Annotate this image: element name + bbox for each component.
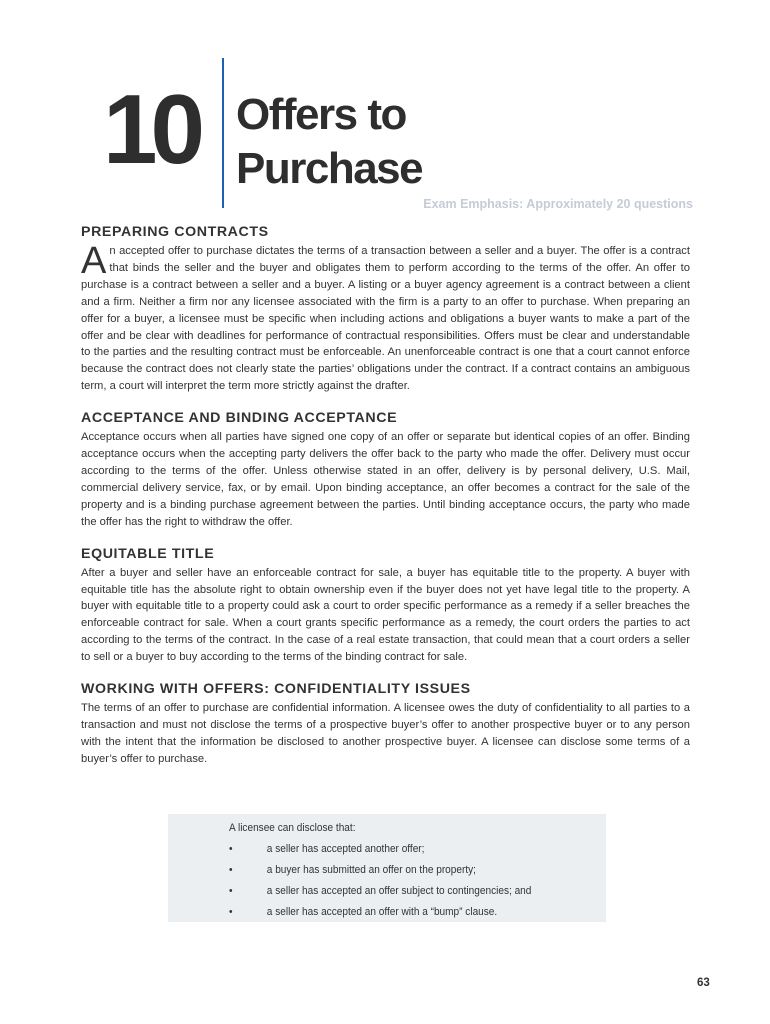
chapter-content (81, 223, 690, 768)
section-preparing-contracts (81, 223, 690, 395)
list-item (229, 860, 531, 881)
section-equitable-title (81, 545, 690, 666)
list-item-text: a seller has accepted an offer with a “bump” clause. (266, 906, 498, 918)
bullet-icon: • (229, 843, 233, 855)
section-heading: ACCEPTANCE AND BINDING ACCEPTANCE (81, 410, 398, 427)
bullet-icon: • (229, 864, 233, 876)
list-item (229, 881, 531, 902)
section-confidentiality (81, 680, 690, 768)
section-body (81, 240, 690, 395)
callout-content (229, 818, 531, 923)
section-body-text: n accepted offer to purchase dictates the terms of a transaction between a seller and a buyer. The offer is a contract that binds the seller and the buyer and obligates them to perform according to the terms of the offer. An offer to purchase is a contract between a seller and a buyer. A listing or a buyer agency agreement is a contract between a client and a firm. Neither a firm nor any licensee associated with the firm is a party to an offer to purchase. When preparing an offer for a buyer, a licensee must be specific when including actions and obligations a buyer wants to make a part of the offer and be clear with deadlines for performance of contractual responsibilities. Offers must be clear and understandable to the parties and the resulting contract must be enforceable. An unenforceable contract is one that a court cannot enforce because the contract does not clearly state the parties’ obligations under the contract. If a contract contains an ambiguous term, a court will interpret the term more strictly against the drafter. (81, 245, 690, 393)
chapter-divider (222, 58, 224, 208)
list-item (229, 839, 531, 860)
list-item-text: a seller has accepted another offer; (266, 843, 425, 855)
bullet-icon: • (229, 885, 233, 897)
section-acceptance (81, 409, 690, 530)
disclosure-callout-box (168, 814, 606, 922)
chapter-title-line-2: Purchase (236, 144, 423, 193)
chapter-title-line-1: Offers to (236, 90, 406, 139)
section-heading: EQUITABLE TITLE (81, 545, 215, 562)
chapter-title (236, 88, 422, 196)
bullet-icon: • (229, 906, 233, 918)
callout-intro: A licensee can disclose that: (229, 822, 356, 834)
exam-emphasis-note: Exam Emphasis: Approximately 20 questions (423, 197, 693, 211)
section-body: The terms of an offer to purchase are confidential information. A licensee owes the duty of confidentiality to all parties to a transaction and must not disclose the terms of a prospective buyer’s offer to another prospective buyer or to any person with the intent that the information be disclosed to another prospective buyer. A licensee can disclose some terms of a buyer’s offer to purchase. (81, 702, 690, 765)
section-body: Acceptance occurs when all parties have signed one copy of an offer or separate but identical copies of an offer. Binding acceptance occurs when the accepting party delivers the offer back to the party who made the offer. Delivery must occur according to the terms of the offer. Unless otherwise stated in an offer, delivery is by personal delivery, U.S. Mail, commercial delivery service, fax, or by email. Upon binding acceptance, an offer becomes a contract for the sale of the property and is a binding purchase agreement between the parties. Until binding acceptance occurs, the party who made the offer has the right to withdraw the offer. (81, 431, 690, 528)
list-item (229, 902, 531, 923)
chapter-number: 10 (103, 74, 199, 184)
list-item-text: a seller has accepted an offer subject to contingencies; and (266, 885, 532, 897)
section-body: After a buyer and seller have an enforceable contract for sale, a buyer has equitable title to the property. A buyer with equitable title has the absolute right to obtain ownership even if the buyer does not yet have legal title to the property. A buyer with equitable title to a property could ask a court to order specific performance as a remedy if a seller breaches the enforceable contract for sale. When a court grants specific performance as a remedy, the court orders the parties to act according to the terms of the contract. In the case of a real estate transaction, that could mean that a court orders a seller to sell or a buyer to buy according to the terms of the binding contract for sale. (81, 566, 690, 664)
drop-cap: A (81, 240, 107, 282)
list-item-text: a buyer has submitted an offer on the property; (266, 864, 476, 876)
section-heading: PREPARING CONTRACTS (81, 224, 269, 240)
page-number: 63 (697, 977, 710, 989)
section-heading: WORKING WITH OFFERS: CONFIDENTIALITY ISSUES (81, 681, 471, 698)
